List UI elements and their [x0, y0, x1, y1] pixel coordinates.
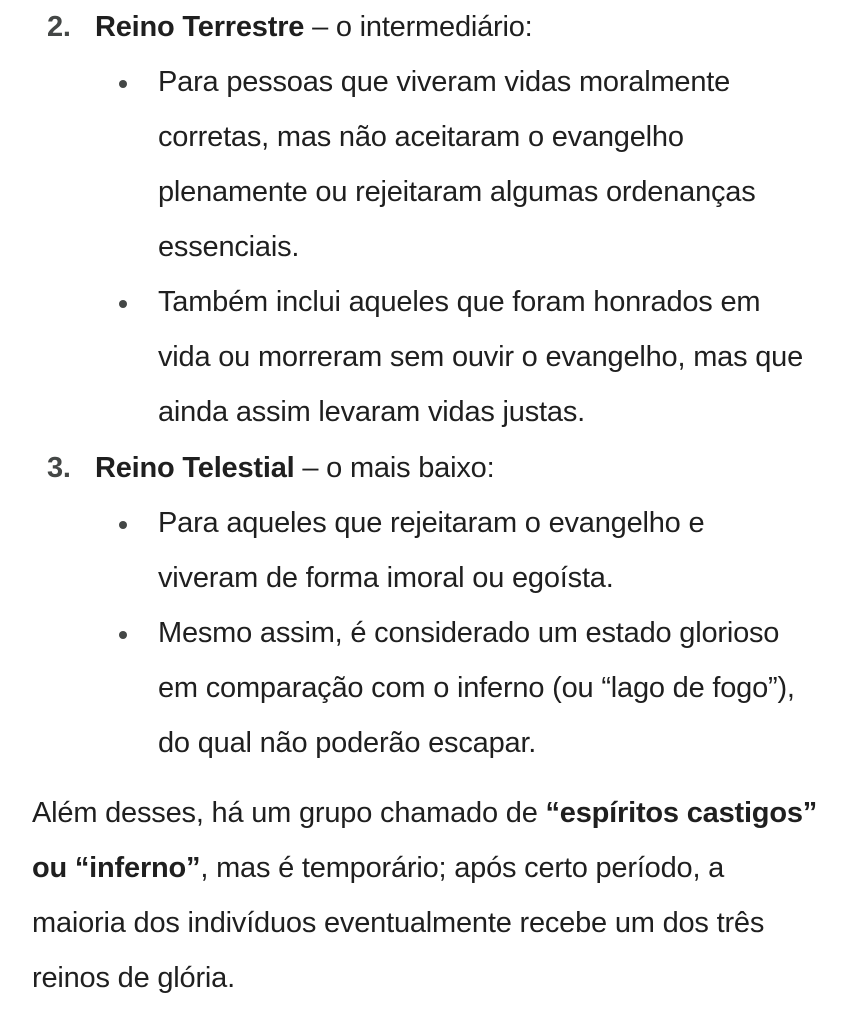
- bullet-dot-icon: [119, 80, 127, 88]
- paragraph-text-after: , mas é temporário; após certo período, a maioria dos indivíduos eventualmente recebe um dos três reinos de glória.: [32, 852, 765, 994]
- list-number: 3.: [47, 452, 71, 484]
- paragraph-text-before: Além desses, há um grupo chamado de: [32, 797, 546, 829]
- bullet-list-telestial: [95, 496, 835, 771]
- bullet-text: Também inclui aqueles que foram honrados em vida ou morreram sem ouvir o evangelho, mas que ainda assim levaram vidas justas.: [158, 286, 804, 428]
- list-number: 2.: [47, 11, 71, 43]
- bullet-dot-icon: [119, 631, 127, 639]
- paragraph-bold-text: “espíritos castigos” ou “inferno”: [32, 797, 818, 884]
- bullet-text: Mesmo assim, é considerado um estado glorioso em comparação com o inferno (ou “lago de fogo”), do qual não poderão escapar.: [158, 617, 795, 759]
- bullet-item: [95, 496, 835, 606]
- bullet-dot-icon: [119, 300, 127, 308]
- closing-paragraph: [32, 786, 822, 1006]
- bullet-text: Para aqueles que rejeitaram o evangelho e viveram de forma imoral ou egoísta.: [158, 507, 705, 594]
- list-item-subtitle: – o intermediário:: [304, 11, 533, 43]
- bullet-list-terrestre: [95, 55, 835, 440]
- list-item-title: Reino Telestial: [95, 452, 295, 484]
- bullet-text: Para pessoas que viveram vidas moralmente corretas, mas não aceitaram o evangelho plenamente ou rejeitaram algumas ordenanças essenciais.: [158, 66, 756, 263]
- list-item-reino-terrestre: [0, 0, 849, 55]
- bullet-item: [95, 55, 835, 275]
- list-item-title: Reino Terrestre: [95, 11, 305, 43]
- bullet-dot-icon: [119, 521, 127, 529]
- bullet-item: [95, 606, 835, 771]
- list-item-reino-telestial: [0, 441, 849, 496]
- list-item-subtitle: – o mais baixo:: [294, 452, 495, 484]
- bullet-item: [95, 275, 835, 440]
